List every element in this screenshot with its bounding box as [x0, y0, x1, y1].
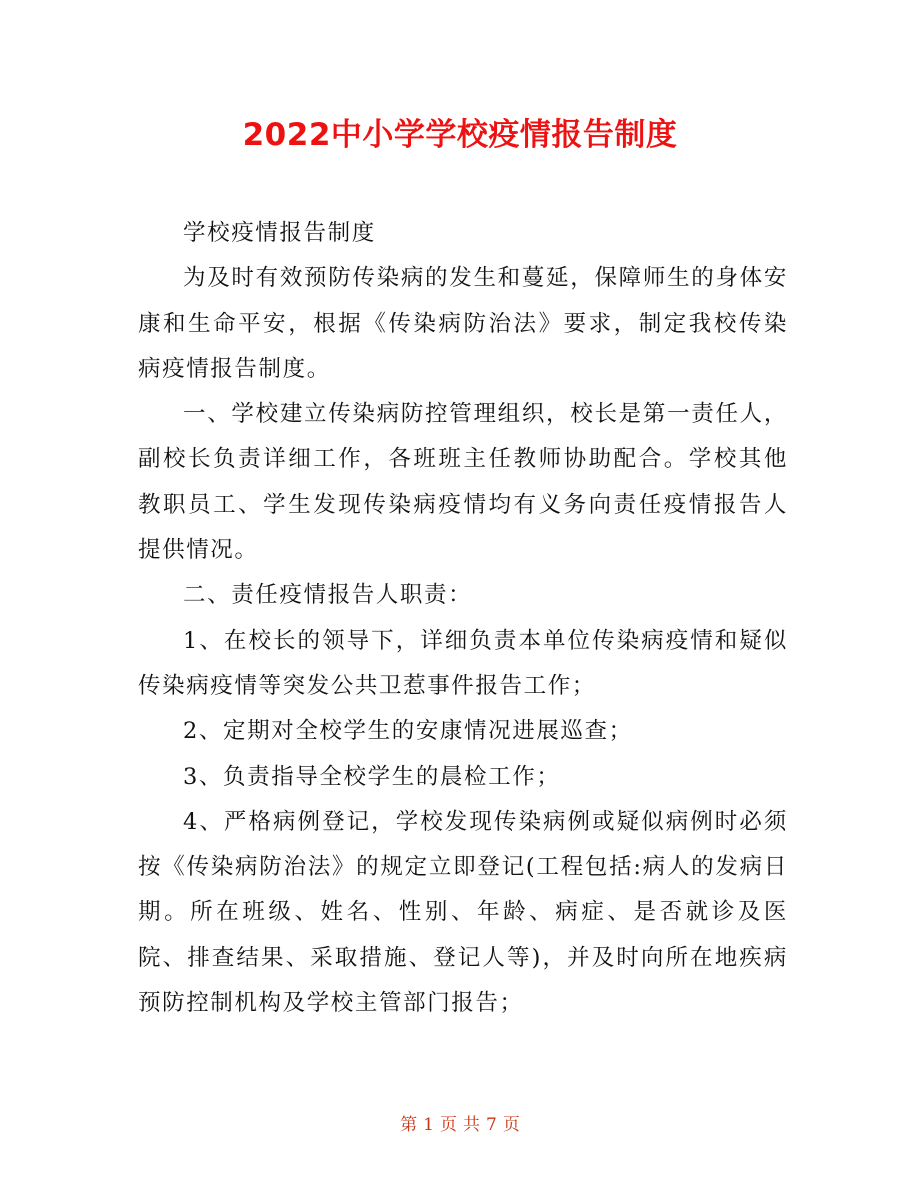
paragraph-item-2: 2、定期对全校学生的安康情况进展巡查； — [183, 718, 633, 745]
footer-page-number: 1 — [423, 1115, 434, 1135]
paragraph-item-1: 1、在校长的领导下，详细负责本单位传染病疫情和疑似传染病疫情等突发公共卫惹事件报告工作； — [138, 627, 788, 699]
paragraph-section-1: 一、学校建立传染病防控管理组织，校长是第一责任人，副校长负责详细工作，各班班主任教师协助配合。学校其他教职员工、学生发现传染病疫情均有义务向责任疫情报告人提供情况。 — [138, 401, 788, 564]
paragraph-section-2: 二、责任疫情报告人职责： — [183, 582, 473, 609]
paragraph-heading: 学校疫情报告制度 — [183, 220, 376, 246]
footer-total-pages: 7 — [486, 1115, 497, 1135]
footer-page-unit: 页 — [440, 1115, 457, 1135]
document-body — [138, 211, 788, 1026]
footer-total-prefix: 共 — [463, 1115, 480, 1135]
paragraph-item-3: 3、负责指导全校学生的晨检工作； — [183, 763, 561, 790]
footer-page-prefix: 第 — [400, 1115, 418, 1135]
paragraph-item-4: 4、严格病例登记，学校发现传染病例或疑似病例时必须按《传染病防治法》的规定立即登记(工程包括:病人的发病日期。所在班级、姓名、性别、年龄、病症、是否就诊及医院、排查结果、采取措施、登记人等)，并及时向所在地疾病预防控制机构及学校主管部门报告； — [138, 808, 788, 1017]
paragraph-intro: 为及时有效预防传染病的发生和蔓延，保障师生的身体安康和生命平安，根据《传染病防治法》要求，制定我校传染病疫情报告制度。 — [138, 265, 788, 382]
footer-total-unit: 页 — [502, 1115, 520, 1135]
page-footer — [0, 1111, 920, 1139]
document-title: 2022中小学学校疫情报告制度 — [242, 117, 678, 153]
